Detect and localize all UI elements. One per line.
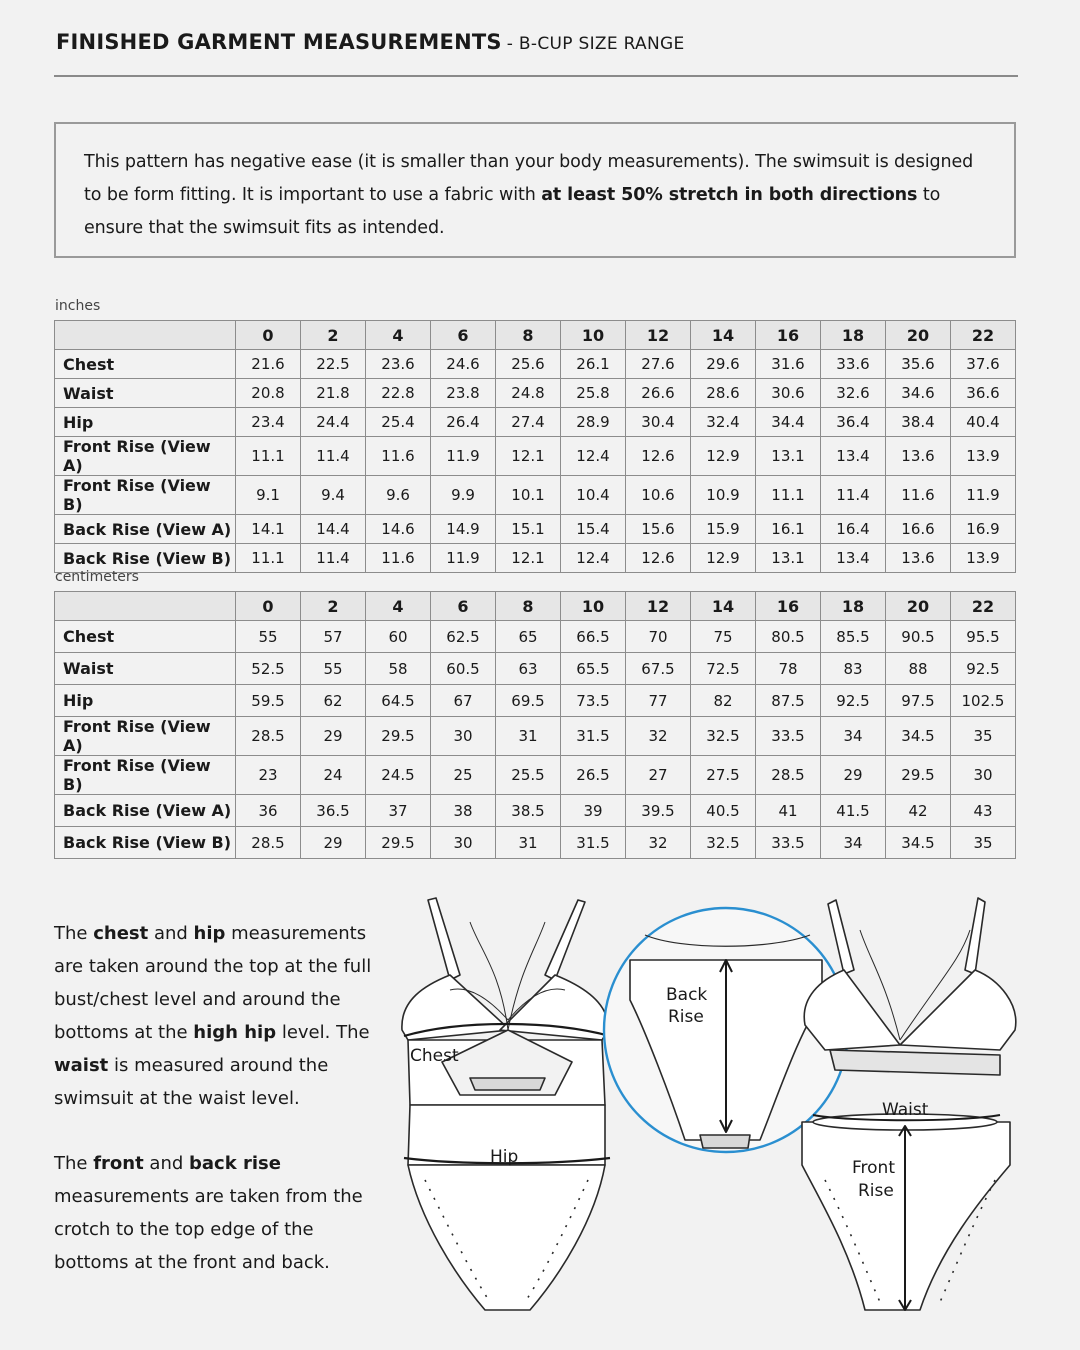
- measurement-cell: 12.4: [561, 437, 626, 476]
- measurement-cell: 33.6: [821, 350, 886, 379]
- text-segment: The: [54, 923, 94, 944]
- measurement-cell: 32.5: [691, 827, 756, 859]
- row-label: Front Rise (View A): [55, 437, 236, 476]
- size-header: 2: [301, 321, 366, 350]
- measurement-cell: 34.5: [886, 717, 951, 756]
- measurement-cell: 25.5: [496, 756, 561, 795]
- measurement-cell: 39: [561, 795, 626, 827]
- table-row: [55, 717, 1016, 756]
- measurement-cell: 63: [496, 653, 561, 685]
- swimsuit-measurement-diagram: [380, 890, 1040, 1330]
- measurement-cell: 36.5: [301, 795, 366, 827]
- measurement-cell: 34.5: [886, 827, 951, 859]
- table-row: [55, 827, 1016, 859]
- size-header: 10: [561, 321, 626, 350]
- measurement-cell: 14.9: [431, 515, 496, 544]
- measurement-cell: 11.6: [366, 544, 431, 573]
- measurement-cell: 72.5: [691, 653, 756, 685]
- measurement-cell: 78: [756, 653, 821, 685]
- measurement-cell: 16.9: [951, 515, 1016, 544]
- measurement-cell: 11.9: [951, 476, 1016, 515]
- size-header: 12: [626, 592, 691, 621]
- measurement-cell: 35.6: [886, 350, 951, 379]
- measurement-cell: 29.5: [366, 827, 431, 859]
- measurement-cell: 30: [431, 827, 496, 859]
- measurement-cell: 28.6: [691, 379, 756, 408]
- measurement-cell: 60: [366, 621, 431, 653]
- measurement-cell: 62.5: [431, 621, 496, 653]
- row-label: Waist: [55, 653, 236, 685]
- measurement-cell: 9.6: [366, 476, 431, 515]
- measurement-cell: 35: [951, 827, 1016, 859]
- measurement-cell: 10.9: [691, 476, 756, 515]
- measurement-cell: 14.1: [236, 515, 301, 544]
- measurement-cell: 77: [626, 685, 691, 717]
- size-header: 18: [821, 592, 886, 621]
- measurement-cell: 43: [951, 795, 1016, 827]
- measurement-cell: 26.6: [626, 379, 691, 408]
- measurement-cell: 59.5: [236, 685, 301, 717]
- measurement-cell: 23.4: [236, 408, 301, 437]
- measurement-cell: 36.6: [951, 379, 1016, 408]
- measurement-cell: 62: [301, 685, 366, 717]
- size-header: 22: [951, 321, 1016, 350]
- measurement-cell: 66.5: [561, 621, 626, 653]
- measurement-cell: 60.5: [431, 653, 496, 685]
- row-label: Hip: [55, 685, 236, 717]
- front-rise-label-line1: Front: [852, 1158, 895, 1178]
- measurement-cell: 102.5: [951, 685, 1016, 717]
- bold-text: chest: [93, 923, 149, 944]
- measurement-cell: 37: [366, 795, 431, 827]
- one-piece-swimsuit-illustration: [402, 898, 608, 1310]
- text-segment: level. The: [276, 1022, 370, 1043]
- bold-text: front: [93, 1153, 144, 1174]
- explanation-paragraph-1: [54, 917, 374, 1115]
- measurement-cell: 12.9: [691, 437, 756, 476]
- size-header: 6: [431, 321, 496, 350]
- waist-label: Waist: [882, 1100, 929, 1120]
- measurement-cell: 37.6: [951, 350, 1016, 379]
- measurement-cell: 22.5: [301, 350, 366, 379]
- measurement-cell: 27: [626, 756, 691, 795]
- measurement-cell: 11.9: [431, 544, 496, 573]
- size-header: 10: [561, 592, 626, 621]
- front-rise-label-line2: Rise: [858, 1181, 894, 1201]
- hip-label: Hip: [490, 1147, 519, 1167]
- measurement-cell: 32.5: [691, 717, 756, 756]
- measurement-cell: 95.5: [951, 621, 1016, 653]
- measurement-cell: 13.9: [951, 437, 1016, 476]
- text-segment: and: [143, 1153, 190, 1174]
- measurement-cell: 83: [821, 653, 886, 685]
- measurement-cell: 11.9: [431, 437, 496, 476]
- table-row: [55, 379, 1016, 408]
- measurement-cell: 35: [951, 717, 1016, 756]
- measurement-cell: 11.4: [301, 544, 366, 573]
- measurement-cell: 11.6: [366, 437, 431, 476]
- measurement-cell: 90.5: [886, 621, 951, 653]
- bold-text: hip: [193, 923, 226, 944]
- chest-label: Chest: [410, 1046, 459, 1066]
- back-rise-label-line2: Rise: [668, 1007, 704, 1027]
- measurement-cell: 97.5: [886, 685, 951, 717]
- measurement-cell: 64.5: [366, 685, 431, 717]
- measurement-cell: 14.4: [301, 515, 366, 544]
- measurement-cell: 34.6: [886, 379, 951, 408]
- measurement-cell: 31.5: [561, 717, 626, 756]
- measurement-cell: 36: [236, 795, 301, 827]
- measurement-cell: 9.4: [301, 476, 366, 515]
- measurement-cell: 31.5: [561, 827, 626, 859]
- measurement-cell: 10.6: [626, 476, 691, 515]
- measurement-cell: 33.5: [756, 827, 821, 859]
- table-row: [55, 756, 1016, 795]
- centimeters-table: [54, 591, 1016, 859]
- row-label: Waist: [55, 379, 236, 408]
- measurement-cell: 15.9: [691, 515, 756, 544]
- measurement-cell: 30: [431, 717, 496, 756]
- measurement-cell: 26.5: [561, 756, 626, 795]
- size-header: 8: [496, 592, 561, 621]
- table-row: [55, 350, 1016, 379]
- bold-text: waist: [54, 1055, 109, 1076]
- note-text-before: This pattern has negative ease (it is smaller than your body measurements). The swimsuit is designed to be form fitting. It is important to use a fabric with: [84, 152, 974, 205]
- table-row: [55, 515, 1016, 544]
- page-header: [56, 30, 1018, 54]
- measurement-cell: 27.6: [626, 350, 691, 379]
- measurement-cell: 70: [626, 621, 691, 653]
- measurement-cell: 31: [496, 827, 561, 859]
- back-rise-label-line1: Back: [666, 985, 708, 1005]
- measurement-cell: 25.4: [366, 408, 431, 437]
- measurement-cell: 32.4: [691, 408, 756, 437]
- measurement-cell: 15.4: [561, 515, 626, 544]
- measurement-cell: 38.5: [496, 795, 561, 827]
- table-row: [55, 476, 1016, 515]
- explanation-paragraph-2: [54, 1147, 374, 1279]
- measurement-cell: 32: [626, 827, 691, 859]
- measurement-cell: 11.4: [821, 476, 886, 515]
- size-header: 4: [366, 321, 431, 350]
- measurement-cell: 25: [431, 756, 496, 795]
- measurement-cell: 38: [431, 795, 496, 827]
- measurement-cell: 30.4: [626, 408, 691, 437]
- row-label: Chest: [55, 621, 236, 653]
- table-row: [55, 621, 1016, 653]
- measurement-cell: 28.5: [236, 827, 301, 859]
- measurement-cell: 12.6: [626, 437, 691, 476]
- measurement-cell: 29: [821, 756, 886, 795]
- table-row: [55, 437, 1016, 476]
- measurement-cell: 36.4: [821, 408, 886, 437]
- measurement-cell: 34.4: [756, 408, 821, 437]
- page-title: FINISHED GARMENT MEASUREMENTS: [56, 30, 502, 54]
- centimeters-unit-label: centimeters: [55, 569, 139, 585]
- measurement-cell: 28.5: [756, 756, 821, 795]
- size-header: 14: [691, 592, 756, 621]
- measurement-cell: 82: [691, 685, 756, 717]
- row-label: Back Rise (View A): [55, 515, 236, 544]
- measurement-cell: 28.5: [236, 717, 301, 756]
- measurement-cell: 11.4: [301, 437, 366, 476]
- bold-text: back rise: [189, 1153, 281, 1174]
- size-header: 12: [626, 321, 691, 350]
- header-corner-cell: [55, 592, 236, 621]
- measurement-cell: 10.4: [561, 476, 626, 515]
- measurement-cell: 24.8: [496, 379, 561, 408]
- measurement-cell: 11.1: [236, 437, 301, 476]
- measurement-cell: 15.1: [496, 515, 561, 544]
- measurement-cell: 12.9: [691, 544, 756, 573]
- measurement-cell: 25.8: [561, 379, 626, 408]
- measurement-cell: 12.1: [496, 544, 561, 573]
- size-header: 20: [886, 592, 951, 621]
- table-row: [55, 653, 1016, 685]
- measurement-cell: 30: [951, 756, 1016, 795]
- measurement-cell: 23: [236, 756, 301, 795]
- measurement-cell: 23.8: [431, 379, 496, 408]
- text-segment: is measured around the swimsuit at the waist level.: [54, 1055, 329, 1109]
- measurement-cell: 16.4: [821, 515, 886, 544]
- measurement-cell: 12.1: [496, 437, 561, 476]
- measurement-cell: 13.6: [886, 544, 951, 573]
- text-segment: measurements are taken around the top at the full bust/chest level and around the bottoms at the: [54, 923, 372, 1043]
- row-label: Back Rise (View A): [55, 795, 236, 827]
- text-segment: and: [148, 923, 194, 944]
- measurement-cell: 29.6: [691, 350, 756, 379]
- size-header: 16: [756, 321, 821, 350]
- measurement-cell: 30.6: [756, 379, 821, 408]
- measurement-cell: 65: [496, 621, 561, 653]
- measurement-cell: 27.4: [496, 408, 561, 437]
- row-label: Hip: [55, 408, 236, 437]
- measurement-cell: 13.4: [821, 544, 886, 573]
- size-header: 20: [886, 321, 951, 350]
- measurement-cell: 9.1: [236, 476, 301, 515]
- measurement-cell: 31: [496, 717, 561, 756]
- note-text-bold: at least 50% stretch in both directions: [541, 185, 918, 205]
- measurement-cell: 38.4: [886, 408, 951, 437]
- size-header: 4: [366, 592, 431, 621]
- measurement-cell: 40.5: [691, 795, 756, 827]
- measurement-cell: 92.5: [951, 653, 1016, 685]
- measurement-cell: 29.5: [366, 717, 431, 756]
- measurement-cell: 75: [691, 621, 756, 653]
- table-row: [55, 544, 1016, 573]
- measurement-cell: 40.4: [951, 408, 1016, 437]
- measurement-cell: 13.4: [821, 437, 886, 476]
- measurement-cell: 24.5: [366, 756, 431, 795]
- measurement-cell: 23.6: [366, 350, 431, 379]
- table-row: [55, 685, 1016, 717]
- measurement-cell: 28.9: [561, 408, 626, 437]
- measurement-cell: 10.1: [496, 476, 561, 515]
- measurement-cell: 11.1: [756, 476, 821, 515]
- inches-table: [54, 320, 1016, 573]
- measurement-cell: 27.5: [691, 756, 756, 795]
- measurement-cell: 33.5: [756, 717, 821, 756]
- row-label: Back Rise (View B): [55, 544, 236, 573]
- measurement-cell: 67: [431, 685, 496, 717]
- size-header: 6: [431, 592, 496, 621]
- measurement-cell: 34: [821, 717, 886, 756]
- measurement-cell: 14.6: [366, 515, 431, 544]
- measurement-cell: 87.5: [756, 685, 821, 717]
- measurement-cell: 31.6: [756, 350, 821, 379]
- size-header: 14: [691, 321, 756, 350]
- measurement-cell: 13.1: [756, 544, 821, 573]
- measurement-cell: 73.5: [561, 685, 626, 717]
- note-text-after: to ensure that the swimsuit fits as intended.: [84, 185, 941, 238]
- measurement-cell: 55: [236, 621, 301, 653]
- measurement-cell: 67.5: [626, 653, 691, 685]
- measurement-cell: 16.6: [886, 515, 951, 544]
- measurement-cell: 26.4: [431, 408, 496, 437]
- measurement-cell: 26.1: [561, 350, 626, 379]
- measurement-cell: 69.5: [496, 685, 561, 717]
- bold-text: high hip: [193, 1022, 277, 1043]
- measurement-cell: 13.9: [951, 544, 1016, 573]
- measurement-cell: 20.8: [236, 379, 301, 408]
- row-label: Chest: [55, 350, 236, 379]
- measurement-cell: 21.6: [236, 350, 301, 379]
- measurement-cell: 24: [301, 756, 366, 795]
- row-label: Front Rise (View B): [55, 476, 236, 515]
- measurement-cell: 29: [301, 717, 366, 756]
- page-subtitle: - B-CUP SIZE RANGE: [506, 34, 685, 54]
- size-header: 0: [236, 321, 301, 350]
- measurement-cell: 34: [821, 827, 886, 859]
- measurement-cell: 88: [886, 653, 951, 685]
- measurement-cell: 16.1: [756, 515, 821, 544]
- measurement-cell: 39.5: [626, 795, 691, 827]
- header-divider: [54, 75, 1018, 77]
- measurement-cell: 32.6: [821, 379, 886, 408]
- measurement-cell: 24.4: [301, 408, 366, 437]
- measurement-cell: 12.6: [626, 544, 691, 573]
- measurement-cell: 80.5: [756, 621, 821, 653]
- measurement-cell: 85.5: [821, 621, 886, 653]
- measurement-cell: 13.1: [756, 437, 821, 476]
- measurement-cell: 58: [366, 653, 431, 685]
- measurement-cell: 41.5: [821, 795, 886, 827]
- measurement-cell: 29: [301, 827, 366, 859]
- measurement-cell: 9.9: [431, 476, 496, 515]
- measurement-cell: 13.6: [886, 437, 951, 476]
- row-label: Back Rise (View B): [55, 827, 236, 859]
- text-segment: measurements are taken from the crotch to the top edge of the bottoms at the front and back.: [54, 1186, 363, 1273]
- measurement-cell: 65.5: [561, 653, 626, 685]
- table-row: [55, 408, 1016, 437]
- size-header: 0: [236, 592, 301, 621]
- size-header: 2: [301, 592, 366, 621]
- inches-unit-label: inches: [55, 298, 101, 314]
- row-label: Front Rise (View B): [55, 756, 236, 795]
- row-label: Front Rise (View A): [55, 717, 236, 756]
- measurement-cell: 11.6: [886, 476, 951, 515]
- measurement-cell: 92.5: [821, 685, 886, 717]
- size-header: 18: [821, 321, 886, 350]
- measurement-cell: 55: [301, 653, 366, 685]
- table-row: [55, 795, 1016, 827]
- text-segment: The: [54, 1153, 94, 1174]
- measurement-cell: 21.8: [301, 379, 366, 408]
- ease-note: [54, 122, 1016, 258]
- measurement-cell: 41: [756, 795, 821, 827]
- measurement-cell: 12.4: [561, 544, 626, 573]
- measurement-cell: 29.5: [886, 756, 951, 795]
- size-header: 22: [951, 592, 1016, 621]
- measurement-cell: 42: [886, 795, 951, 827]
- measurement-cell: 32: [626, 717, 691, 756]
- measurement-cell: 25.6: [496, 350, 561, 379]
- measurement-cell: 11.1: [236, 544, 301, 573]
- size-header: 16: [756, 592, 821, 621]
- measurement-cell: 52.5: [236, 653, 301, 685]
- measurement-cell: 15.6: [626, 515, 691, 544]
- measurement-cell: 57: [301, 621, 366, 653]
- measurement-cell: 22.8: [366, 379, 431, 408]
- size-header: 8: [496, 321, 561, 350]
- header-corner-cell: [55, 321, 236, 350]
- measurement-cell: 24.6: [431, 350, 496, 379]
